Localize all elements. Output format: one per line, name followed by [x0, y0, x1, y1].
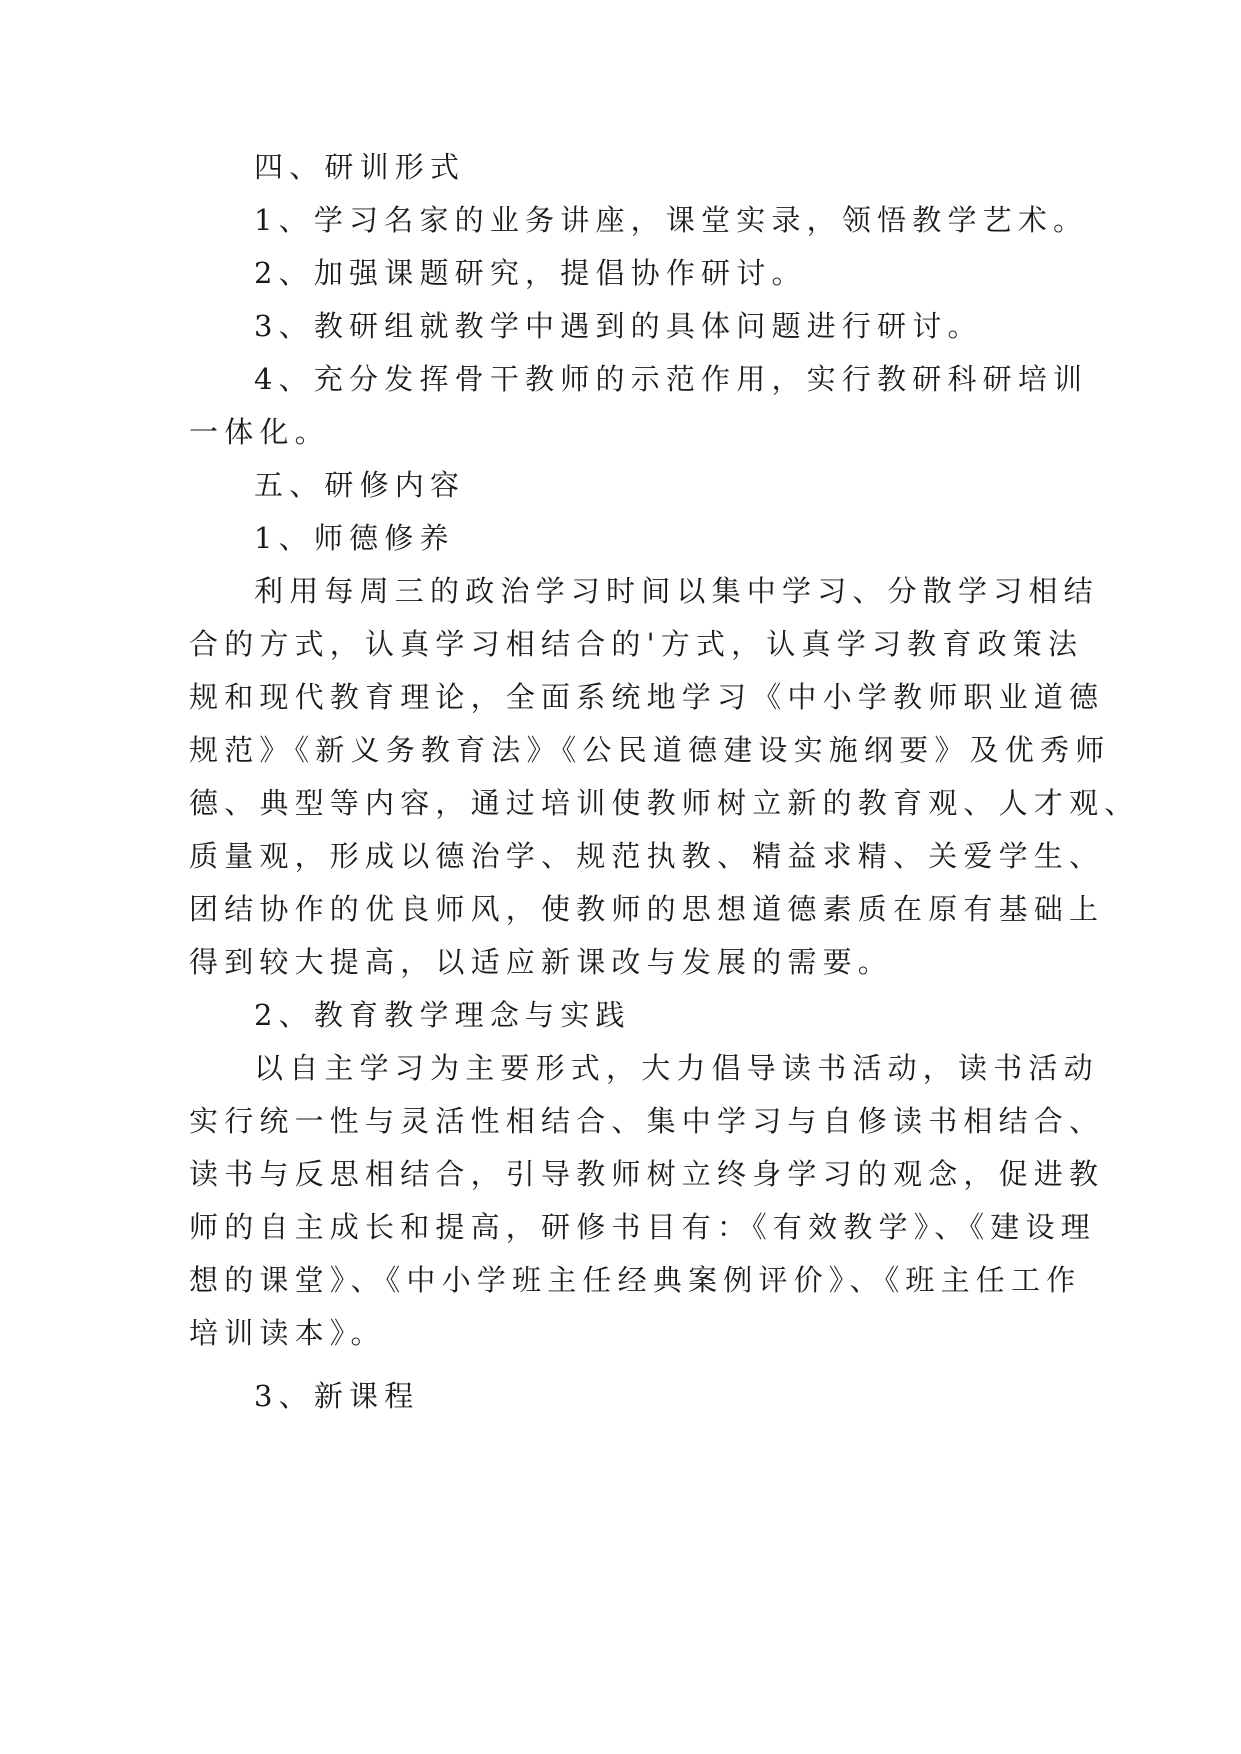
paragraph-line: 德、典型等内容，通过培训使教师树立新的教育观、人才观、: [189, 786, 1140, 820]
paragraph-line: 读书与反思相结合，引导教师树立终身学习的观念，促进教: [189, 1157, 1105, 1191]
paragraph-line: 规范》《新义务教育法》《公民道德建设实施纲要》及优秀师: [189, 733, 1111, 767]
section-heading-4: 四、研训形式: [254, 150, 466, 184]
paragraph-line: 师的自主成长和提高，研修书目有：《有效教学》、《建设理: [189, 1210, 1096, 1244]
paragraph-line: 以自主学习为主要形式，大力倡导读书活动，读书活动: [254, 1051, 1099, 1085]
paragraph-line: 得到较大提高，以适应新课改与发展的需要。: [189, 945, 894, 979]
list-item: 4、充分发挥骨干教师的示范作用，实行教研科研培训: [254, 362, 1089, 396]
section-heading-5: 五、研修内容: [254, 468, 466, 502]
paragraph-line: 团结协作的优良师风，使教师的思想道德素质在原有基础上: [189, 892, 1105, 926]
paragraph-line: 规和现代教育理论，全面系统地学习《中小学教师职业道德: [189, 680, 1105, 714]
list-item: 1、学习名家的业务讲座，课堂实录，领悟教学艺术。: [254, 203, 1089, 237]
paragraph-line: 质量观，形成以德治学、规范执教、精益求精、关爱学生、: [189, 839, 1105, 873]
paragraph-line: 培训读本》。: [189, 1316, 386, 1350]
paragraph-line: 实行统一性与灵活性相结合、集中学习与自修读书相结合、: [189, 1104, 1105, 1138]
subsection-title: 1、师德修养: [254, 521, 455, 555]
list-item: 3、教研组就教学中遇到的具体问题进行研讨。: [254, 309, 983, 343]
paragraph-line: 合的方式，认真学习相结合的'方式，认真学习教育政策法: [189, 627, 1084, 661]
paragraph-line: 想的课堂》、《中小学班主任经典案例评价》、《班主任工作: [189, 1263, 1082, 1297]
list-item: 2、加强课题研究，提倡协作研讨。: [254, 256, 807, 290]
subsection-title: 3、新课程: [254, 1379, 420, 1413]
subsection-title: 2、教育教学理念与实践: [254, 998, 631, 1032]
paragraph-line: 利用每周三的政治学习时间以集中学习、分散学习相结: [254, 574, 1099, 608]
list-item-continuation: 一体化。: [189, 415, 330, 449]
